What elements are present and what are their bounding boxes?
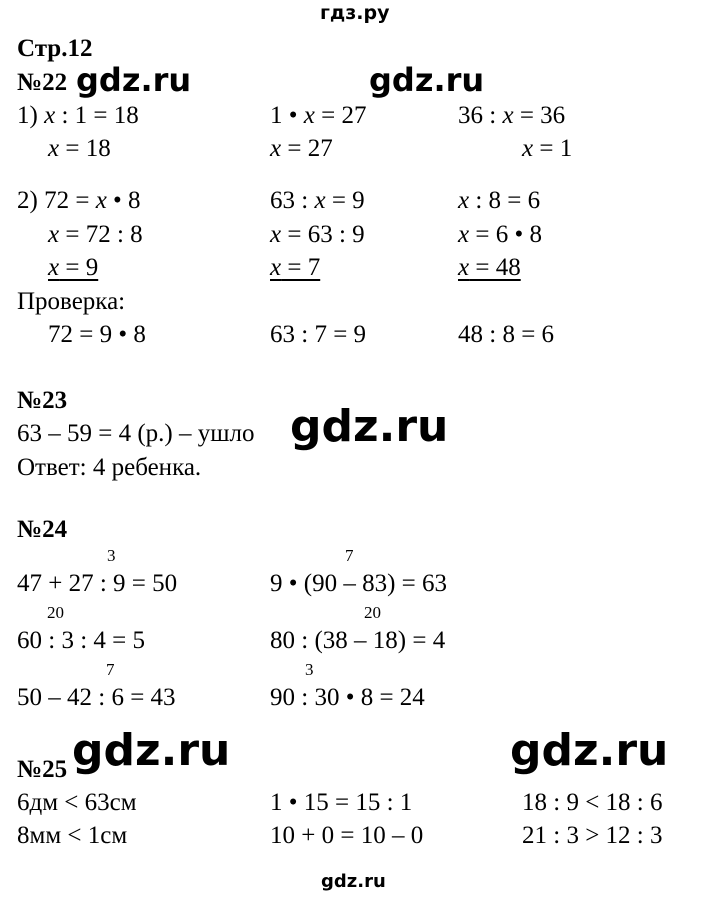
task22-eq-2b: 63 : x = 9 [270, 187, 365, 214]
task25-number: №25 [17, 756, 68, 783]
task22-ans-2c: x = 48 [458, 254, 521, 281]
task24-order-mark: 20 [47, 603, 64, 622]
task22-ans-1a: x = 18 [48, 135, 111, 162]
task22-eq-2a: 2) 72 = x • 8 [17, 187, 141, 214]
task22-step-2a: x = 72 : 8 [48, 221, 143, 248]
task24-expr: 80 : (38 – 18) = 4 [270, 627, 446, 654]
watermark: gdz.ru [369, 61, 485, 99]
task25-comparison: 6дм < 63см [17, 789, 137, 816]
task25-comparison: 8мм < 1см [17, 822, 128, 849]
task25-comparison: 1 • 15 = 15 : 1 [270, 789, 413, 816]
task22-eq-1a: 1) x : 1 = 18 [17, 102, 139, 129]
task23-solution: 63 – 59 = 4 (р.) – ушло [17, 420, 255, 447]
task22-check-2: 63 : 7 = 9 [270, 321, 367, 348]
task22-step-2b: x = 63 : 9 [270, 221, 365, 248]
task22-eq-1b: 1 • x = 27 [270, 102, 367, 129]
watermark: gdz.ru [510, 725, 669, 776]
task24-expr: 50 – 42 : 6 = 43 [17, 684, 176, 711]
task24-order-mark: 7 [106, 660, 115, 679]
task24-expr: 60 : 3 : 4 = 5 [17, 627, 145, 654]
task24-expr: 47 + 27 : 9 = 50 [17, 570, 178, 597]
header-watermark: гдз.ру [320, 2, 390, 24]
task22-ans-1c: x = 1 [522, 135, 573, 162]
task24-expr: 90 : 30 • 8 = 24 [270, 684, 425, 711]
task22-check-3: 48 : 8 = 6 [458, 321, 555, 348]
task22-number: №22 [17, 69, 68, 96]
task25-comparison: 21 : 3 > 12 : 3 [522, 822, 663, 849]
task24-order-mark: 3 [305, 660, 314, 679]
task22-ans-2a: x = 9 [48, 254, 99, 281]
task22-eq-1c: 36 : x = 36 [458, 102, 566, 129]
task24-order-mark: 20 [364, 603, 381, 622]
task22-step-2c: x = 6 • 8 [458, 221, 542, 248]
task22-eq-2c: x : 8 = 6 [458, 187, 541, 214]
page-label: Стр.12 [17, 35, 93, 62]
watermark: gdz.ru [290, 401, 449, 452]
task24-number: №24 [17, 516, 68, 543]
task24-order-mark: 3 [107, 546, 116, 565]
task22-check-1: 72 = 9 • 8 [48, 321, 146, 348]
task24-expr: 9 • (90 – 83) = 63 [270, 570, 448, 597]
task25-comparison: 18 : 9 < 18 : 6 [522, 789, 663, 816]
task22-ans-2b: x = 7 [270, 254, 321, 281]
watermark: gdz.ru [76, 61, 192, 99]
footer-watermark: gdz.ru [321, 871, 386, 892]
watermark: gdz.ru [72, 725, 231, 776]
task23-answer: Ответ: 4 ребенка. [17, 454, 202, 481]
task22-ans-1b: x = 27 [270, 135, 333, 162]
task25-comparison: 10 + 0 = 10 – 0 [270, 822, 424, 849]
task23-number: №23 [17, 387, 68, 414]
task22-check-label: Проверка: [17, 288, 126, 315]
task24-order-mark: 7 [345, 546, 354, 565]
